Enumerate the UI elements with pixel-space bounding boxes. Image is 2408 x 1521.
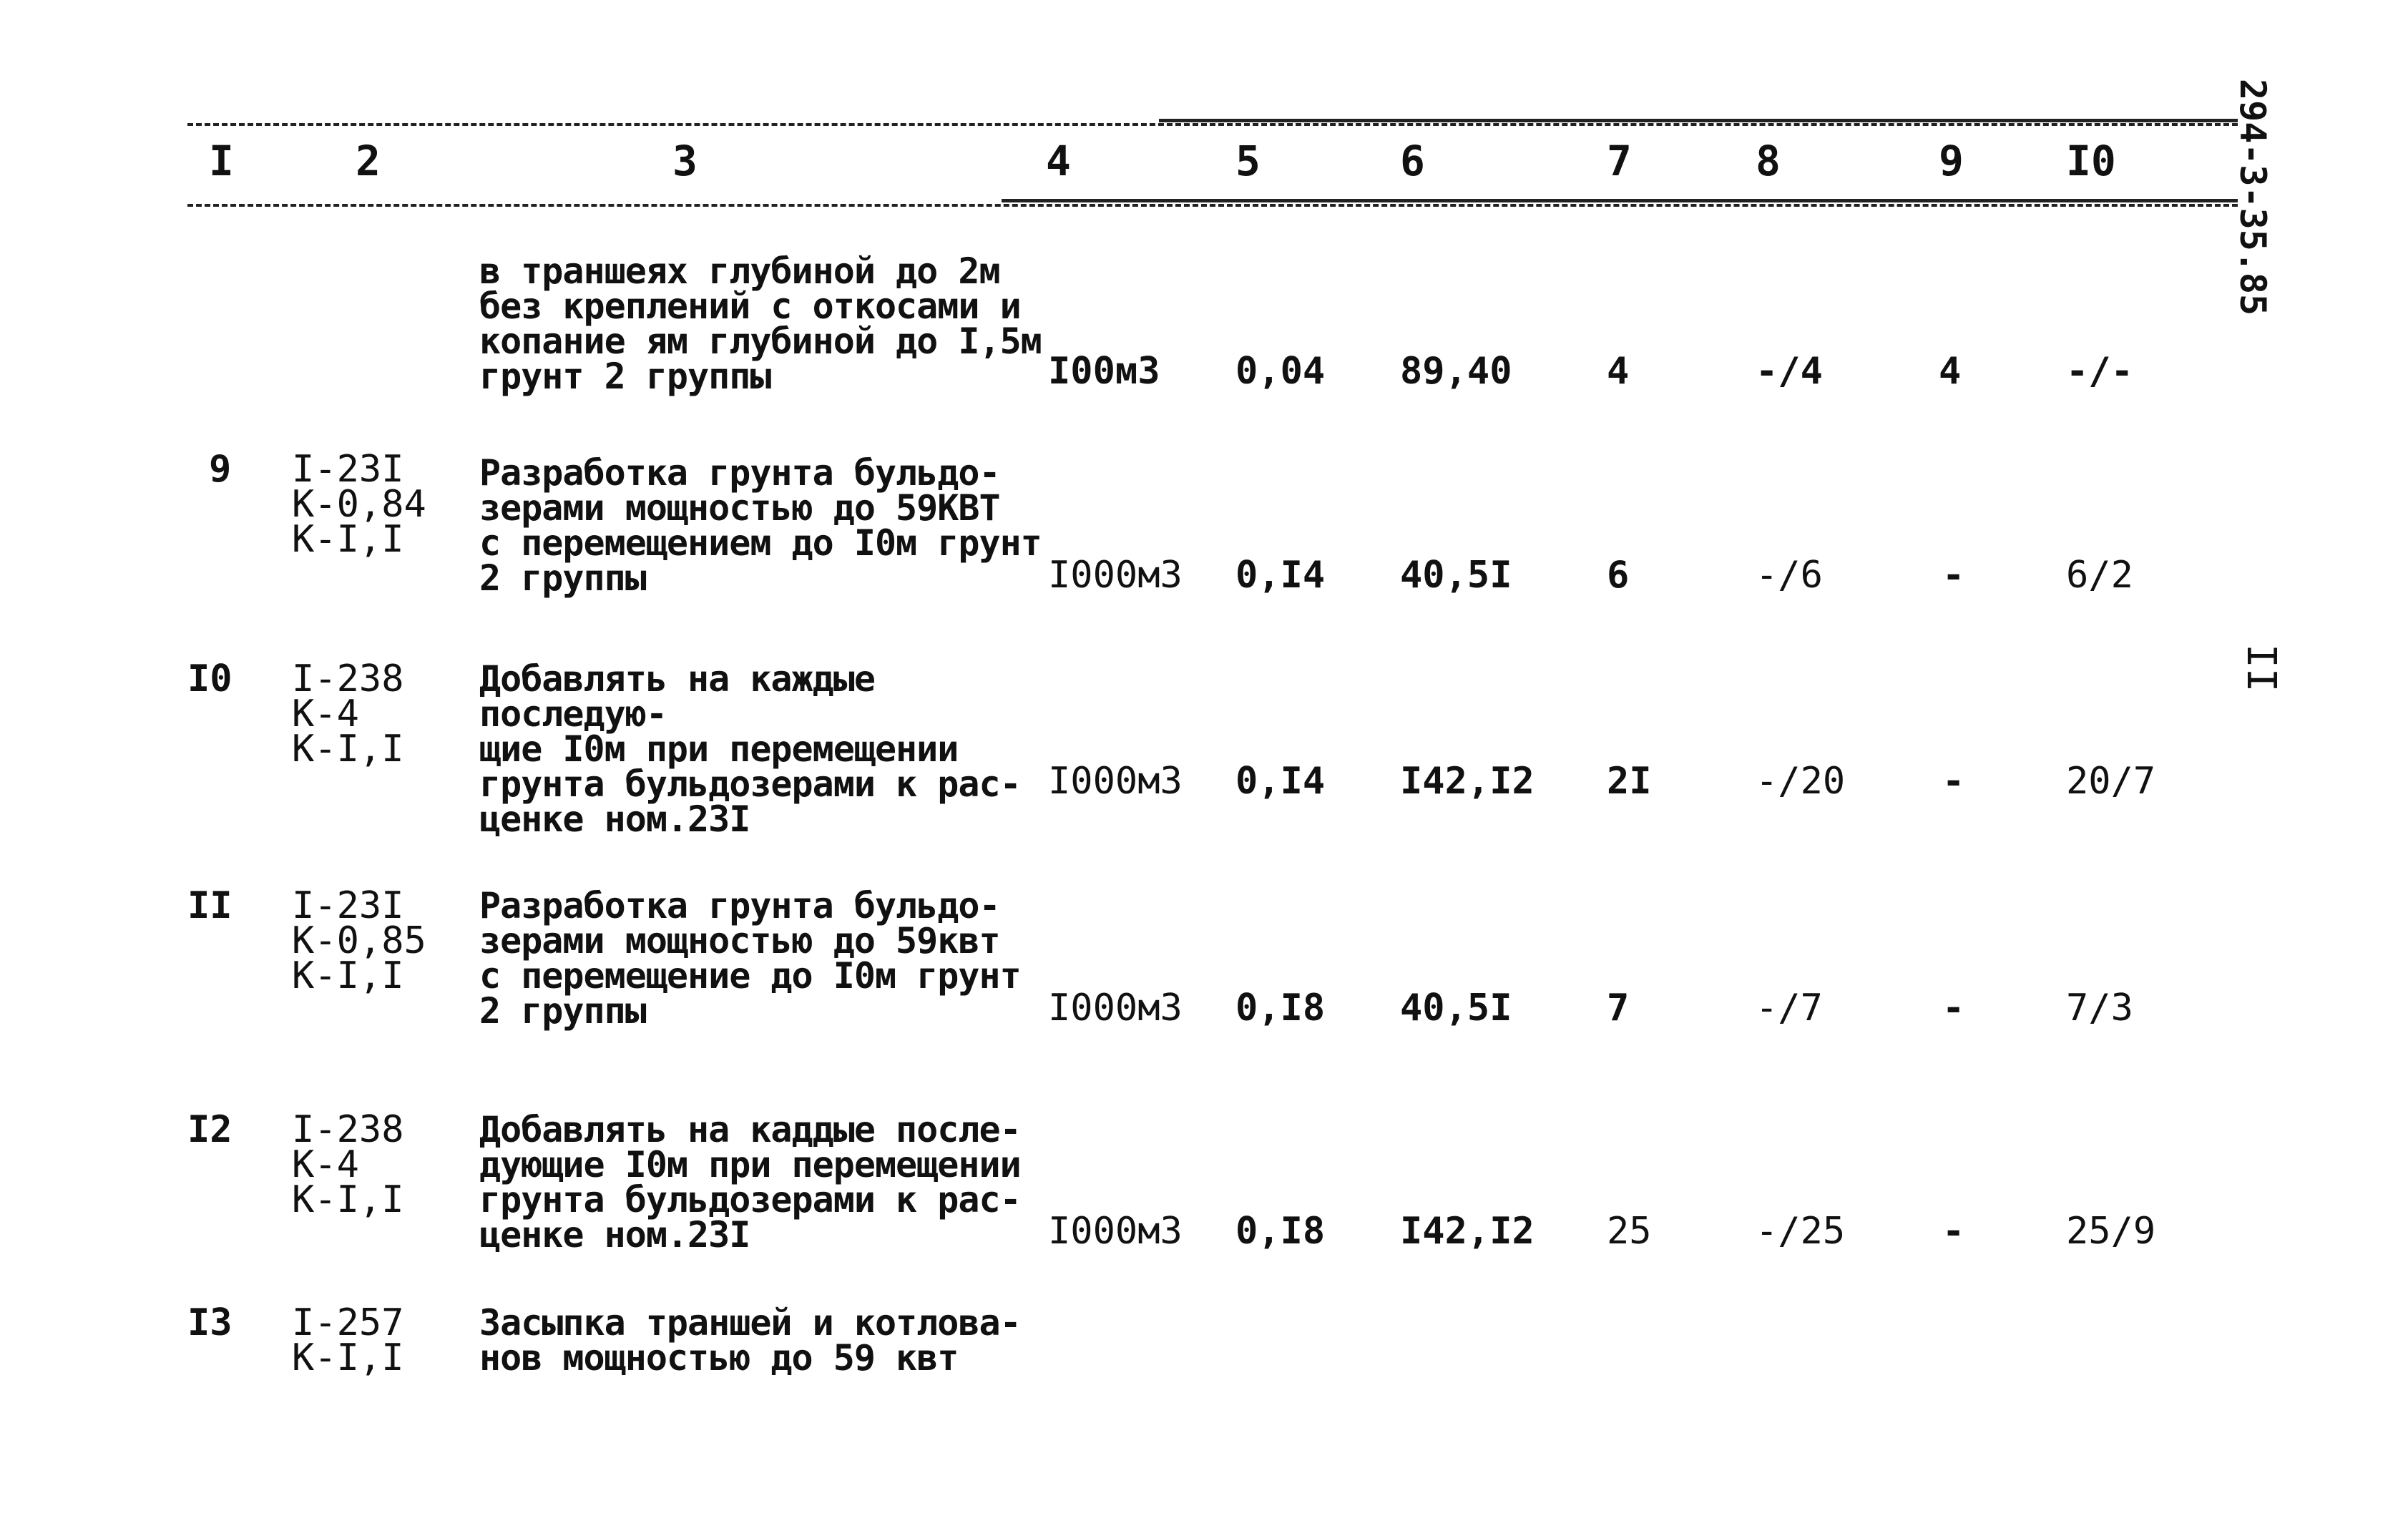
row-number: I0 bbox=[187, 657, 233, 700]
row-col9: - bbox=[1942, 760, 1965, 803]
header-col-8: 8 bbox=[1756, 137, 1781, 185]
row-description: в траншеях глубиной до 2м без креплений с откосами и копание ям глубиной до I,5м грунт 2 группы bbox=[479, 250, 1042, 397]
row-quantity: 0,I8 bbox=[1235, 1210, 1326, 1253]
row-col7: 4 bbox=[1607, 350, 1630, 393]
row-col8: -/20 bbox=[1756, 760, 1846, 803]
row-col10: 6/2 bbox=[2066, 554, 2133, 597]
row-number: I3 bbox=[187, 1301, 233, 1344]
row-col10: 7/3 bbox=[2066, 987, 2133, 1030]
row-number: I2 bbox=[187, 1108, 233, 1151]
row-unit: I00м3 bbox=[1048, 350, 1160, 393]
row-col10: -/- bbox=[2066, 350, 2133, 393]
row-col9: - bbox=[1942, 554, 1965, 597]
row-code-1: I-238 bbox=[292, 657, 404, 700]
row-unit: I000м3 bbox=[1048, 554, 1183, 597]
row-code-1: I-238 bbox=[292, 1108, 404, 1151]
row-col7: 2I bbox=[1607, 760, 1652, 803]
row-price: 40,5I bbox=[1400, 987, 1512, 1030]
top-rule bbox=[187, 123, 2238, 126]
row-col10: 20/7 bbox=[2066, 760, 2156, 803]
row-code-2: К-4 bbox=[292, 693, 359, 735]
row-price: I42,I2 bbox=[1400, 760, 1535, 803]
row-quantity: 0,I4 bbox=[1235, 760, 1326, 803]
row-description: Добавлять на каждые последую- щие I0м при перемещении грунта бульдозерами к рас- ценке ном.23I bbox=[479, 658, 1021, 840]
row-col8: -/7 bbox=[1756, 987, 1823, 1030]
row-unit: I000м3 bbox=[1048, 987, 1183, 1030]
header-col-10: I0 bbox=[2066, 137, 2116, 185]
row-col9: - bbox=[1942, 1210, 1965, 1253]
row-price: 89,40 bbox=[1400, 350, 1512, 393]
row-code-3: К-I,I bbox=[292, 1178, 404, 1221]
header-col-9: 9 bbox=[1939, 137, 1964, 185]
row-col9: 4 bbox=[1939, 350, 1962, 393]
header-col-1: I bbox=[209, 137, 234, 185]
header-rule bbox=[187, 204, 2238, 207]
row-quantity: 0,I4 bbox=[1235, 554, 1326, 597]
row-col8: -/4 bbox=[1756, 350, 1823, 393]
header-col-5: 5 bbox=[1235, 137, 1261, 185]
row-unit: I000м3 bbox=[1048, 1210, 1183, 1253]
row-col7: 6 bbox=[1607, 554, 1630, 597]
row-code-1: I-23I bbox=[292, 448, 404, 491]
row-code-3: К-I,I bbox=[292, 518, 404, 561]
row-description: Добавлять на каддые после- дующие I0м при перемещении грунта бульдозерами к рас- ценке ном.23I bbox=[479, 1109, 1021, 1256]
page-number: II bbox=[2238, 644, 2284, 693]
header-col-7: 7 bbox=[1607, 137, 1632, 185]
header-col-4: 4 bbox=[1046, 137, 1071, 185]
row-number: II bbox=[187, 884, 233, 927]
row-col7: 25 bbox=[1607, 1210, 1652, 1253]
header-rule-solid bbox=[1002, 199, 2238, 202]
row-col8: -/6 bbox=[1756, 554, 1823, 597]
top-rule-solid bbox=[1159, 119, 2238, 122]
row-number: 9 bbox=[209, 448, 232, 491]
row-col7: 7 bbox=[1607, 987, 1630, 1030]
row-col8: -/25 bbox=[1756, 1210, 1846, 1253]
document-code: 294-3-35.85 bbox=[2232, 79, 2274, 316]
row-code-2: К-0,84 bbox=[292, 483, 426, 526]
row-code-3: К-I,I bbox=[292, 728, 404, 771]
row-price: I42,I2 bbox=[1400, 1210, 1535, 1253]
row-code-2: К-0,85 bbox=[292, 919, 426, 962]
row-description: Разработка грунта бульдо- зерами мощностью до 59КВТ с перемещением до I0м грунт 2 группы bbox=[479, 452, 1042, 599]
header-col-2: 2 bbox=[356, 137, 381, 185]
row-code-1: I-23I bbox=[292, 884, 404, 927]
row-code-2: К-I,I bbox=[292, 1336, 404, 1379]
row-col10: 25/9 bbox=[2066, 1210, 2156, 1253]
row-description: Разработка грунта бульдо- зерами мощностью до 59квт с перемещение до I0м грунт 2 группы bbox=[479, 885, 1021, 1032]
row-unit: I000м3 bbox=[1048, 760, 1183, 803]
row-code-3: К-I,I bbox=[292, 954, 404, 997]
row-code-1: I-257 bbox=[292, 1301, 404, 1344]
row-code-2: К-4 bbox=[292, 1143, 359, 1186]
row-description: Засыпка траншей и котлова- нов мощностью до 59 квт bbox=[479, 1302, 1021, 1379]
row-quantity: 0,04 bbox=[1235, 350, 1326, 393]
header-col-6: 6 bbox=[1400, 137, 1425, 185]
row-quantity: 0,I8 bbox=[1235, 987, 1326, 1030]
row-col9: - bbox=[1942, 987, 1965, 1030]
row-price: 40,5I bbox=[1400, 554, 1512, 597]
header-col-3: 3 bbox=[672, 137, 698, 185]
